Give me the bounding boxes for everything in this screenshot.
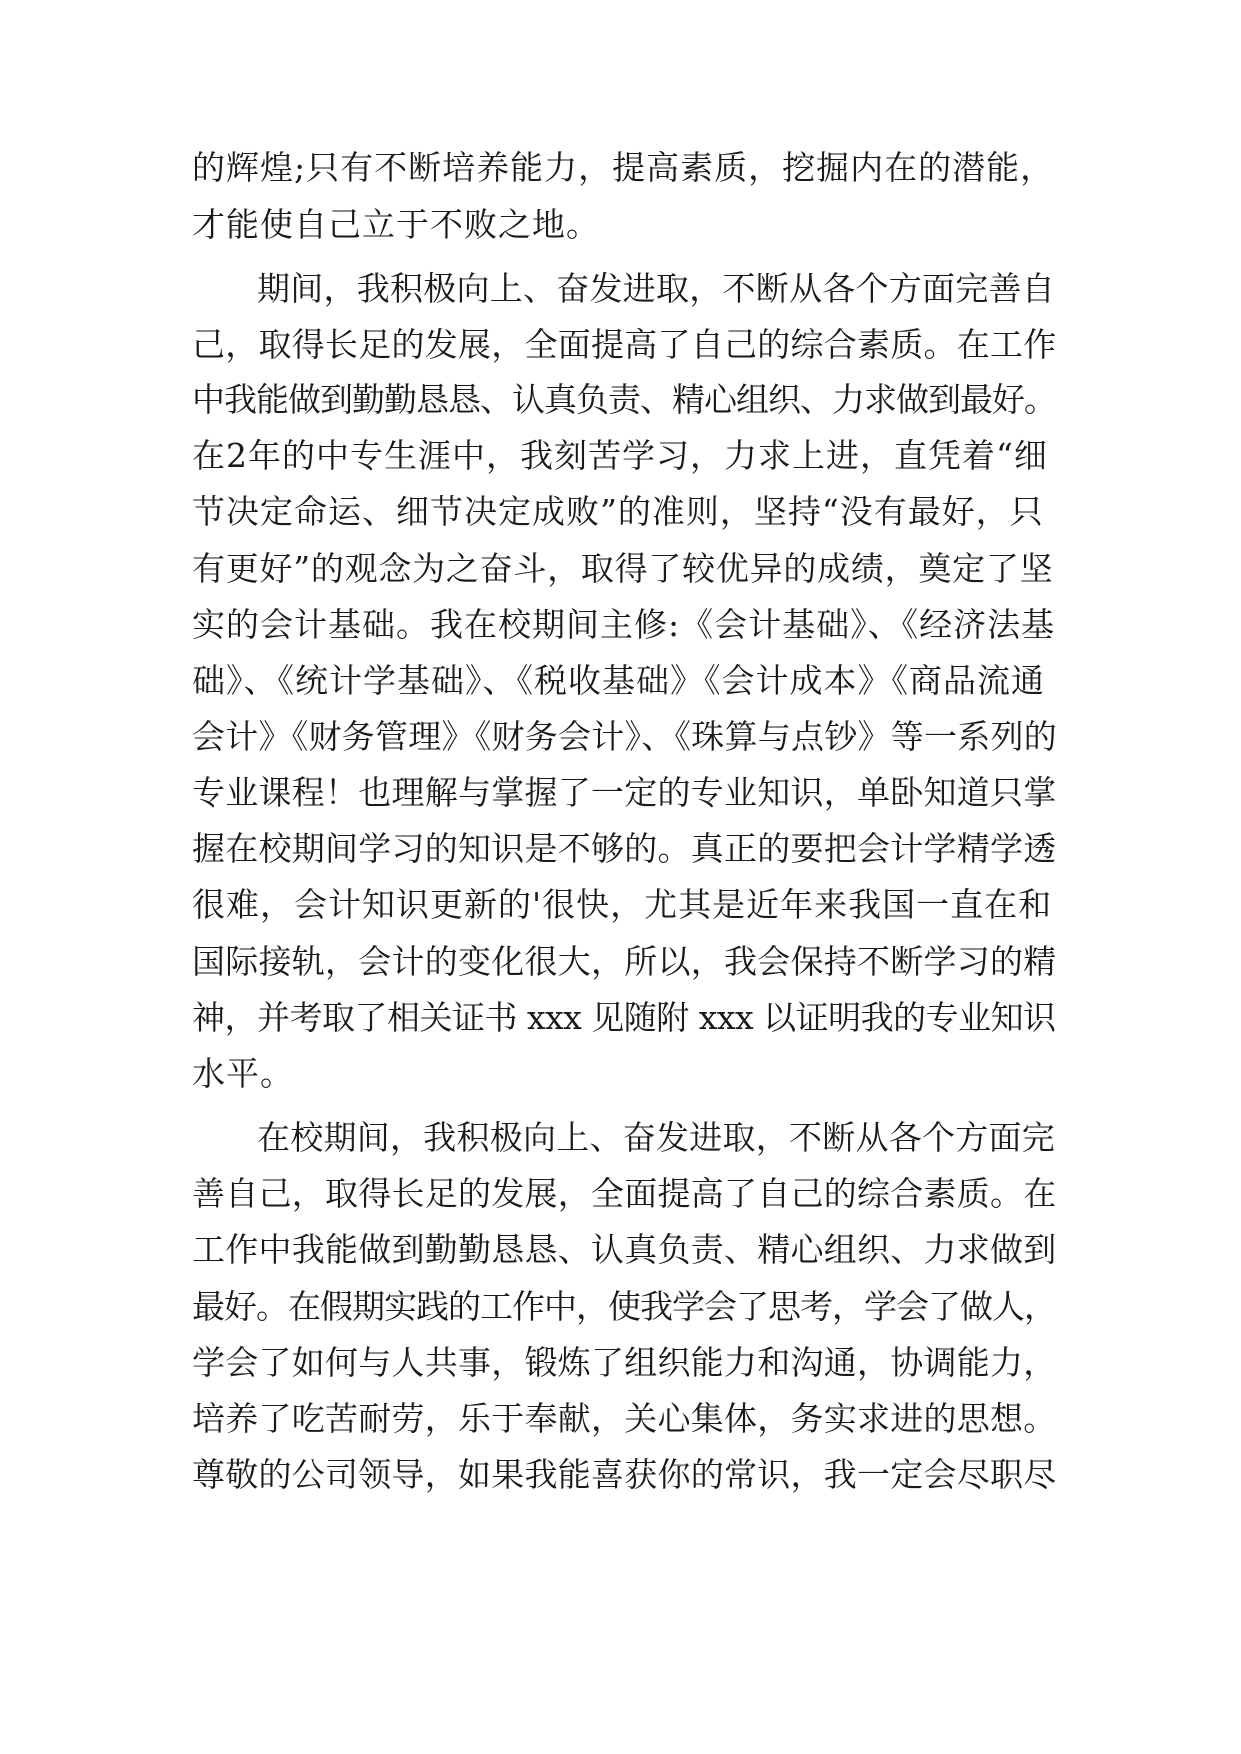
text-line: 培养了吃苦耐劳，乐于奉献，关心集体，务实求进的思想。 <box>192 1399 1057 1438</box>
text-line: 学会了如何与人共事，锻炼了组织能力和沟通，协调能力， <box>192 1343 1057 1382</box>
text-line: 节决定命运、细节决定成败”的准则，坚持“没有最好，只 <box>192 492 1044 531</box>
text-line: 实的会计基础。我在校期间主修:《会计基础》、《经济法基 <box>192 605 1056 644</box>
text-line: 会计》《财务管理》《财务会计》、《珠算与点钞》等一系列的 <box>192 717 1057 756</box>
text-line: 水平。 <box>192 1054 294 1093</box>
text-line: 有更好”的观念为之奋斗，取得了较优异的成绩，奠定了坚 <box>192 549 1054 588</box>
text-line: 工作中我能做到勤勤恳恳、认真负责、精心组织、力求做到 <box>192 1230 1057 1269</box>
paragraph-start-line: 在校期间，我积极向上、奋发进取，不断从各个方面完 <box>257 1118 1055 1157</box>
text-line: 才能使自己立于不败之地。 <box>192 205 600 244</box>
text-line: 神，并考取了相关证书 xxx 见随附 xxx 以证明我的专业知识 <box>192 998 1056 1037</box>
text-line: 中我能做到勤勤恳恳、认真负责、精心组织、力求做到最好。 <box>192 380 1056 419</box>
text-line: 己，取得长足的发展，全面提高了自己的综合素质。在工作 <box>192 325 1057 364</box>
text-line: 国际接轨，会计的变化很大，所以，我会保持不断学习的精 <box>192 942 1057 981</box>
text-line: 础》、《统计学基础》、《税收基础》《会计成本》《商品流通 <box>192 661 1045 700</box>
text-line: 握在校期间学习的知识是不够的。真正的要把会计学精学透 <box>192 829 1057 868</box>
text-line: 善自己，取得长足的发展，全面提高了自己的综合素质。在 <box>192 1174 1057 1213</box>
text-line: 最好。在假期实践的工作中，使我学会了思考，学会了做人， <box>192 1287 1056 1326</box>
text-line: 在2年的中专生涯中，我刻苦学习，力求上进，直凭着“细 <box>192 436 1048 475</box>
paragraph-start-line: 期间，我积极向上、奋发进取，不断从各个方面完善自 <box>257 269 1055 308</box>
text-line: 很难，会计知识更新的'很快，尤其是近年来我国一直在和 <box>192 885 1053 924</box>
text-line: 尊敬的公司领导，如果我能喜获你的常识，我一定会尽职尽 <box>192 1455 1057 1494</box>
text-line: 的辉煌;只有不断培养能力，提高素质，挖掘内在的潜能， <box>192 148 1055 187</box>
text-line: 专业课程！也理解与掌握了一定的专业知识，单卧知道只掌 <box>192 773 1057 812</box>
